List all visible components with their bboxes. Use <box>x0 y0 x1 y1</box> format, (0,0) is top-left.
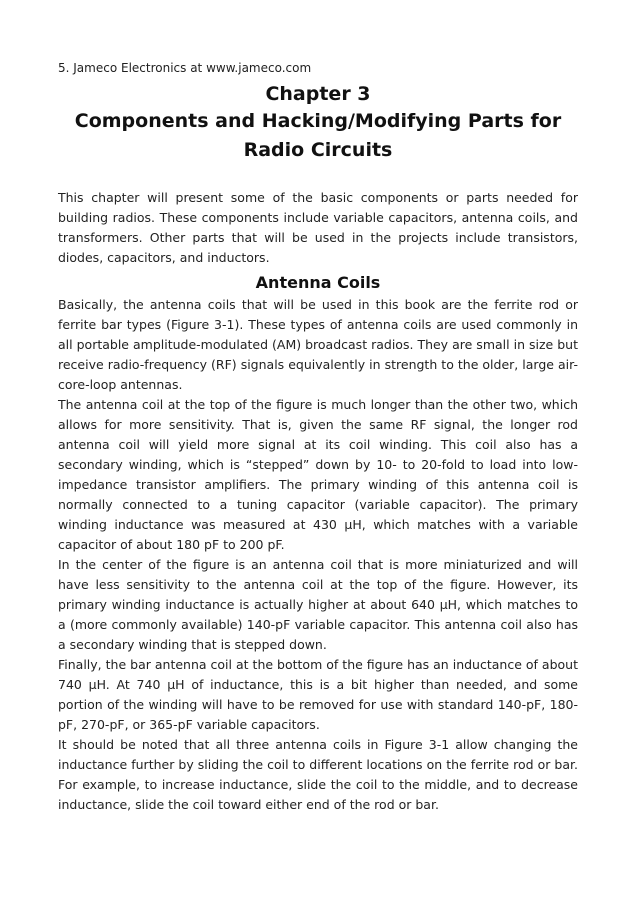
intro-paragraph: This chapter will present some of the basic components or parts needed for building radios. These components include variable capacitors, antenna coils, and transformers. Other parts that will be used in the projects include transistors, diodes, capacitors, and inductors. <box>58 190 578 265</box>
section-heading: Antenna Coils <box>255 273 381 292</box>
body-paragraph: The antenna coil at the top of the figure is much longer than the other two, which allows for more sensitivity. That is, given the same RF signal, the longer rod antenna coil will yield more signal at its coil winding. This coil also has a secondary winding, which is “stepped” down by 10- to 20-fold to load into low-impedance transistor amplifiers. The primary winding of this antenna coil is normally connected to a tuning capacitor (variable capacitor). The primary winding inductance was measured at 430 μH, which matches with a variable capacitor of about 180 pF to 200 pF. <box>58 397 578 552</box>
chapter-title <box>58 107 578 165</box>
reference-line: 5. Jameco Electronics at www.jameco.com <box>58 61 312 75</box>
body-paragraph: Basically, the antenna coils that will be used in this book are the ferrite rod or ferrite bar types (Figure 3-1). These types of antenna coils are used commonly in all portable amplitude-modulated (AM) broadcast radios. They are small in size but receive radio-frequency (RF) signals equivalently in strength to the older, large air-core-loop antennas. <box>58 297 578 392</box>
document-page <box>58 60 578 815</box>
body-paragraph: It should be noted that all three antenna coils in Figure 3-1 allow changing the inductance further by sliding the coil to different locations on the ferrite rod or bar. For example, to increase inductance, slide the coil to the middle, and to decrease inductance, slide the coil toward either end of the rod or bar. <box>58 737 578 812</box>
chapter-number: Chapter 3 <box>265 83 371 105</box>
chapter-title-line-2: Radio Circuits <box>243 139 393 161</box>
chapter-title-line-1: Components and Hacking/Modifying Parts for <box>74 110 562 132</box>
body-paragraph: In the center of the figure is an antenna coil that is more miniaturized and will have less sensitivity to the antenna coil at the top of the figure. However, its primary winding inductance is actually higher at about 640 μH, which matches to a (more commonly available) 140-pF variable capacitor. This antenna coil also has a secondary winding that is stepped down. <box>58 557 578 652</box>
body-paragraph: Finally, the bar antenna coil at the bottom of the figure has an inductance of about 740 μH. At 740 μH of inductance, this is a bit higher than needed, and some portion of the winding will have to be removed for use with standard 140-pF, 180-pF, 270-pF, or 365-pF variable capacitors. <box>58 657 578 732</box>
